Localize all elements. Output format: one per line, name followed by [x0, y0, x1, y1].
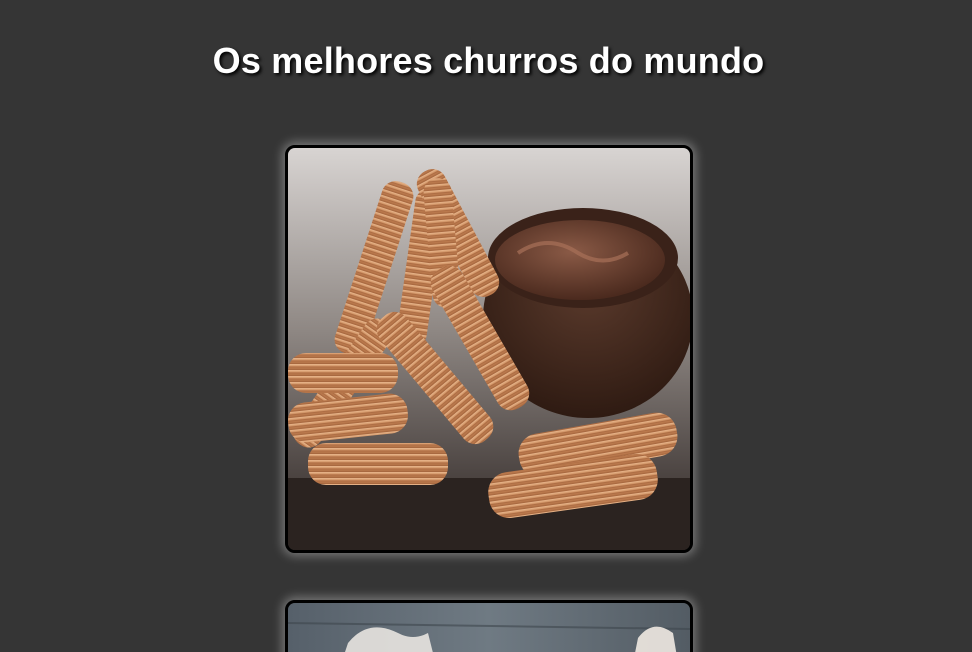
- churros-wood-image: [288, 603, 690, 652]
- churros-photo-card: [285, 600, 693, 652]
- churros-photo-card: [285, 145, 693, 553]
- churros-chocolate-image: [288, 148, 690, 550]
- page-title: Os melhores churros do mundo: [212, 40, 765, 81]
